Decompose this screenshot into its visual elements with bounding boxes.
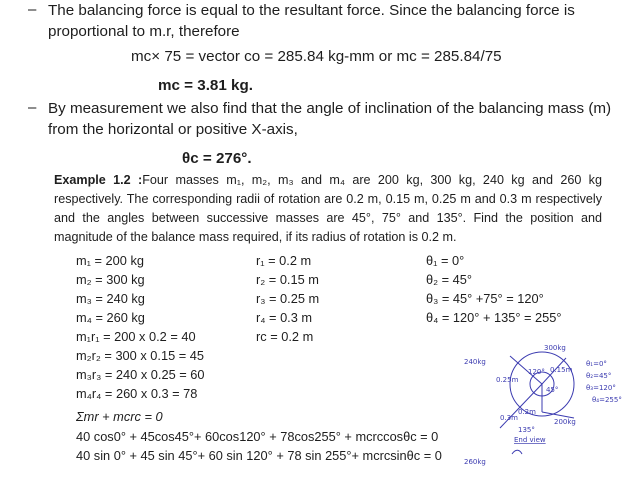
- note-theta1: θ₁=0°: [586, 360, 607, 368]
- label-45deg: 45°: [546, 386, 559, 394]
- label-135deg: 135°: [518, 426, 535, 434]
- example-text: Four masses m₁, m₂, m₃ and m₄ are 200 kg, 300 kg, 240 kg and 260 kg respectively. The corresponding radii of rotation are 0.2 m, 0.15 m, 0.25 m and 0.3 m respectively and the angles between successive masses are 45°, 75° and 135°. Find the position and magnitude of the balance mass required, if its radius of rotation is 0.2 m.: [54, 173, 602, 244]
- sin-equation: 40 sin 0° + 45 sin 45°+ 60 sin 120° + 78 sin 255°+ mcrcsinθc = 0: [76, 448, 442, 463]
- label-200kg: 200kg: [554, 418, 576, 426]
- label-240kg: 240kg: [464, 358, 486, 366]
- angle-2: θ₂ = 45°: [426, 272, 473, 287]
- sum-equation: Σmr + mcrc = 0: [76, 409, 163, 424]
- label-260kg: 260kg: [464, 458, 486, 466]
- angle-3: θ₃ = 45° +75° = 120°: [426, 291, 544, 306]
- bullet-dash-2: –: [28, 99, 37, 116]
- intro-line-2: proportional to m.r, therefore: [48, 23, 240, 40]
- label-300kg: 300kg: [544, 344, 566, 352]
- intro-line-1: The balancing force is equal to the resultant force. Since the balancing force is: [48, 2, 575, 19]
- ink-squiggle: [512, 450, 522, 454]
- label-120deg: 120°: [528, 368, 545, 376]
- radius-3: r₃ = 0.25 m: [256, 291, 320, 306]
- product-3: m₃r₃ = 240 x 0.25 = 60: [76, 367, 205, 382]
- label-0-3m: 0.3m: [500, 414, 518, 422]
- angle-4: θ₄ = 120° + 135° = 255°: [426, 310, 562, 325]
- label-0-2m: 0.2m: [518, 408, 536, 416]
- mass-1: m₁ = 200 kg: [76, 253, 144, 268]
- note-theta4: θ₄=255°: [592, 396, 622, 404]
- radius-c: rc = 0.2 m: [256, 329, 314, 344]
- radius-1: r₁ = 0.2 m: [256, 253, 312, 268]
- radius-2: r₂ = 0.15 m: [256, 272, 319, 287]
- product-2: m₂r₂ = 300 x 0.15 = 45: [76, 348, 205, 363]
- note-theta2: θ₂=45°: [586, 372, 612, 380]
- result-mc: mc = 3.81 kg.: [158, 77, 253, 94]
- note-theta3: θ₃=120°: [586, 384, 616, 392]
- intro-line-3: By measurement we also find that the angle of inclination of the balancing mass (m): [48, 100, 612, 117]
- angle-1: θ₁ = 0°: [426, 253, 465, 268]
- mass-3: m₃ = 240 kg: [76, 291, 145, 306]
- label-0-25m: 0.25m: [496, 376, 519, 384]
- mass-2: m₂ = 300 kg: [76, 272, 145, 287]
- bullet-dash-1: –: [28, 1, 37, 18]
- end-view-sketch: [462, 336, 638, 478]
- radius-4: r₄ = 0.3 m: [256, 310, 313, 325]
- product-4: m₄r₄ = 260 x 0.3 = 78: [76, 386, 198, 401]
- mass-4: m₄ = 260 kg: [76, 310, 145, 325]
- result-theta: θc = 276°.: [182, 150, 252, 167]
- example-label: Example 1.2 :: [54, 173, 143, 187]
- cos-equation: 40 cos0° + 45cos45°+ 60cos120° + 78cos255° + mcrccosθc = 0: [76, 429, 439, 444]
- label-end-view: End view: [514, 436, 546, 444]
- label-0-15m: 0.15m: [550, 366, 573, 374]
- product-1: m₁r₁ = 200 x 0.2 = 40: [76, 329, 196, 344]
- formula-mc: mc× 75 = vector co = 285.84 kg-mm or mc = 285.84/75: [131, 48, 502, 65]
- intro-line-4: from the horizontal or positive X-axis,: [48, 121, 298, 138]
- example-paragraph: [54, 171, 602, 247]
